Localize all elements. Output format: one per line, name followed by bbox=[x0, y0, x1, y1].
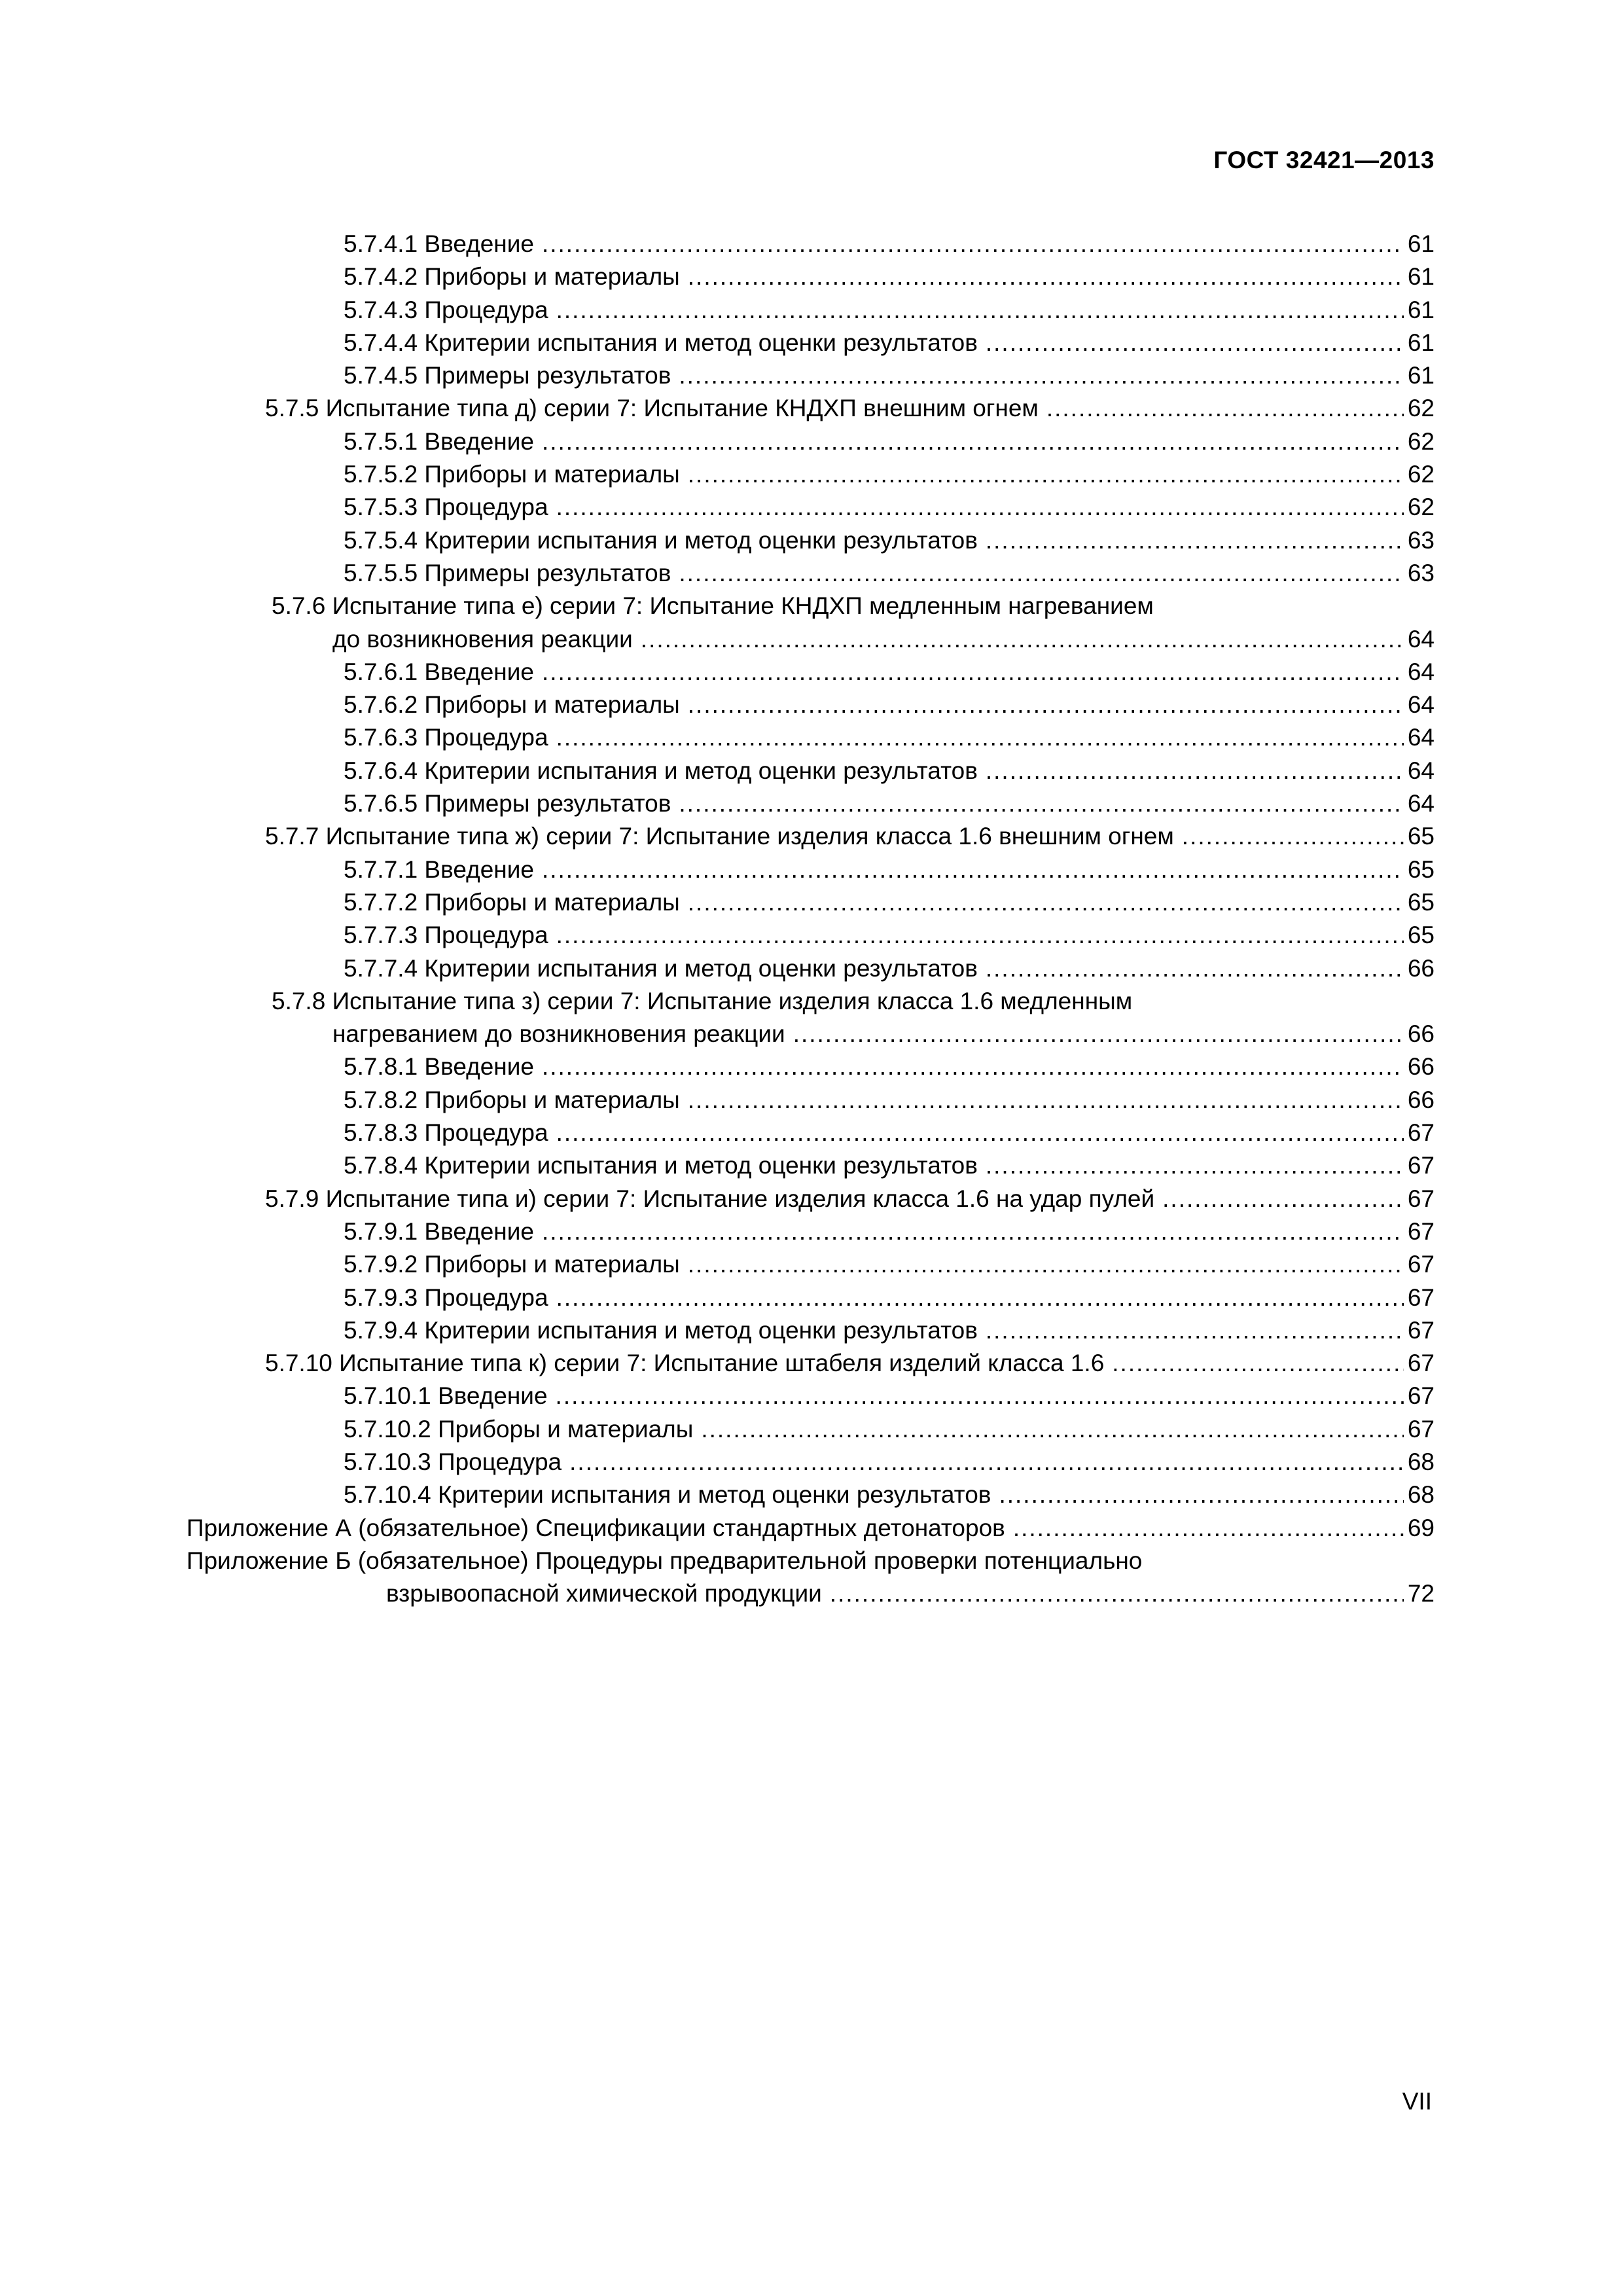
toc-entry[interactable] bbox=[0, 755, 1623, 787]
toc-entry[interactable] bbox=[0, 392, 1623, 425]
dot-leader bbox=[679, 787, 1403, 820]
toc-entry-title: 5.7.8.1 Введение bbox=[344, 1053, 534, 1081]
toc-entry[interactable] bbox=[0, 787, 1623, 820]
toc-entry-title: 5.7.7.3 Процедура bbox=[344, 922, 548, 949]
toc-entry-page: 66 bbox=[1407, 1086, 1435, 1113]
toc-entry[interactable] bbox=[0, 491, 1623, 524]
toc-entry[interactable] bbox=[0, 425, 1623, 458]
toc-entry-title: 5.7.10.4 Критерии испытания и метод оценки результатов bbox=[344, 1481, 991, 1509]
toc-entry-title: 5.7.4.1 Введение bbox=[344, 230, 534, 257]
dot-leader bbox=[793, 1018, 1404, 1050]
toc-entry-title: 5.7.7.1 Введение bbox=[344, 855, 534, 883]
toc-entry-page: 67 bbox=[1407, 1415, 1435, 1443]
document-code: ГОСТ 32421—2013 bbox=[1213, 147, 1435, 173]
dot-leader bbox=[556, 294, 1404, 327]
toc-entry-page: 67 bbox=[1407, 1283, 1435, 1311]
toc-entry-title: 5.7.6.3 Процедура bbox=[344, 724, 548, 751]
toc-entry[interactable] bbox=[0, 1380, 1623, 1412]
toc-entry[interactable] bbox=[0, 260, 1623, 293]
toc-entry[interactable] bbox=[0, 359, 1623, 392]
dot-leader bbox=[542, 228, 1404, 260]
toc-entry-continuation: взрывоопасной химической продукции bbox=[386, 1580, 822, 1607]
toc-entry-page: 67 bbox=[1407, 1350, 1435, 1377]
toc-entry-page: 64 bbox=[1407, 658, 1435, 685]
toc-entry[interactable] bbox=[0, 919, 1623, 952]
toc-entry-title: 5.7.10.2 Приборы и материалы bbox=[344, 1415, 694, 1443]
toc-entry-title: 5.7.7.2 Приборы и материалы bbox=[344, 888, 680, 916]
toc-entry-title: 5.7.5.5 Примеры результатов bbox=[344, 559, 671, 586]
toc-entry-page: 61 bbox=[1407, 329, 1435, 356]
toc-entry-page: 66 bbox=[1407, 1020, 1435, 1048]
toc-entry-title: 5.7.8 Испытание типа з) серии 7: Испытание изделия класса 1.6 медленным bbox=[272, 987, 1133, 1014]
toc-entry-page: 67 bbox=[1407, 1382, 1435, 1410]
toc-entry-title: 5.7.6.5 Примеры результатов bbox=[344, 790, 671, 817]
toc-entry-title: 5.7.10.3 Процедура bbox=[344, 1448, 562, 1475]
dot-leader bbox=[701, 1413, 1404, 1446]
toc-entry-page: 67 bbox=[1407, 1152, 1435, 1179]
toc-entry[interactable] bbox=[0, 557, 1623, 590]
toc-entry[interactable] bbox=[0, 1050, 1623, 1083]
dot-leader bbox=[542, 1050, 1404, 1083]
dot-leader bbox=[999, 1479, 1403, 1511]
toc-entry-title: 5.7.10 Испытание типа к) серии 7: Испытание штабеля изделий класса 1.6 bbox=[265, 1350, 1105, 1377]
toc-entry[interactable] bbox=[0, 1545, 1623, 1611]
dot-leader bbox=[569, 1446, 1404, 1479]
toc-entry[interactable] bbox=[0, 590, 1623, 656]
toc-entry-title: 5.7.9 Испытание типа и) серии 7: Испытание изделия класса 1.6 на удар пулей bbox=[265, 1185, 1155, 1212]
toc-entry-title: 5.7.4.4 Критерии испытания и метод оценки результатов bbox=[344, 329, 978, 356]
dot-leader bbox=[556, 1282, 1404, 1314]
toc-entry-page: 63 bbox=[1407, 559, 1435, 586]
toc-entry-page: 61 bbox=[1407, 230, 1435, 257]
dot-leader bbox=[986, 755, 1404, 787]
toc-entry-title: 5.7.6.1 Введение bbox=[344, 658, 534, 685]
toc-entry[interactable] bbox=[0, 1413, 1623, 1446]
dot-leader bbox=[986, 952, 1404, 985]
dot-leader bbox=[542, 425, 1404, 458]
toc-entry-title: 5.7.9.2 Приборы и материалы bbox=[344, 1251, 680, 1278]
toc-entry-title: 5.7.9.3 Процедура bbox=[344, 1283, 548, 1311]
toc-entry-title: 5.7.5.2 Приборы и материалы bbox=[344, 461, 680, 488]
toc-entry-page: 67 bbox=[1407, 1217, 1435, 1245]
toc-entry[interactable] bbox=[0, 1282, 1623, 1314]
toc-entry-page: 67 bbox=[1407, 1185, 1435, 1212]
toc-entry-page: 68 bbox=[1407, 1448, 1435, 1475]
toc-entry-title: 5.7.5.3 Процедура bbox=[344, 493, 548, 521]
toc-entry[interactable] bbox=[0, 327, 1623, 359]
toc-entry[interactable] bbox=[0, 820, 1623, 853]
dot-leader bbox=[679, 359, 1403, 392]
dot-leader bbox=[986, 524, 1404, 557]
toc-entry-continuation: до возникновения реакции bbox=[332, 625, 633, 653]
toc-entry[interactable] bbox=[0, 721, 1623, 754]
toc-entry-page: 64 bbox=[1407, 757, 1435, 784]
toc-entry[interactable] bbox=[0, 1347, 1623, 1380]
toc-entry-title: 5.7.9.4 Критерии испытания и метод оценки результатов bbox=[344, 1316, 978, 1344]
dot-leader bbox=[556, 721, 1404, 754]
dot-leader bbox=[688, 1084, 1404, 1117]
toc-entry-title: 5.7.8.2 Приборы и материалы bbox=[344, 1086, 680, 1113]
toc-entry-page: 66 bbox=[1407, 954, 1435, 982]
toc-entry-title: Приложение А (обязательное) Спецификации стандартных детонаторов bbox=[187, 1514, 1005, 1541]
toc-entry[interactable] bbox=[0, 689, 1623, 721]
toc-entry[interactable] bbox=[0, 524, 1623, 557]
toc-entry-title: 5.7.8.4 Критерии испытания и метод оценки результатов bbox=[344, 1152, 978, 1179]
toc-entry-page: 61 bbox=[1407, 263, 1435, 291]
toc-entry[interactable] bbox=[0, 1479, 1623, 1511]
toc-entry-title: 5.7.4.5 Примеры результатов bbox=[344, 362, 671, 389]
toc-entry-title: 5.7.6.2 Приборы и материалы bbox=[344, 691, 680, 719]
toc-entry[interactable] bbox=[0, 1248, 1623, 1281]
toc-entry-page: 72 bbox=[1407, 1580, 1435, 1607]
toc-entry[interactable] bbox=[0, 1117, 1623, 1149]
dot-leader bbox=[688, 260, 1404, 293]
toc-entry-page: 62 bbox=[1407, 461, 1435, 488]
toc-entry-page: 61 bbox=[1407, 296, 1435, 323]
dot-leader bbox=[556, 491, 1404, 524]
toc-entry-page: 66 bbox=[1407, 1053, 1435, 1081]
toc-entry-page: 62 bbox=[1407, 493, 1435, 521]
toc-entry-page: 64 bbox=[1407, 790, 1435, 817]
dot-leader bbox=[542, 853, 1404, 886]
dot-leader bbox=[1046, 392, 1404, 425]
toc-entry-page: 65 bbox=[1407, 855, 1435, 883]
toc-entry-title: 5.7.10.1 Введение bbox=[344, 1382, 548, 1410]
page-number: VII bbox=[1402, 2088, 1432, 2115]
toc-entry-page: 67 bbox=[1407, 1316, 1435, 1344]
dot-leader bbox=[1162, 1183, 1404, 1215]
toc-entry-page: 65 bbox=[1407, 888, 1435, 916]
toc-entry-title: 5.7.4.2 Приборы и материалы bbox=[344, 263, 680, 291]
toc-entry-title: Приложение Б (обязательное) Процедуры предварительной проверки потенциально bbox=[187, 1547, 1143, 1574]
table-of-contents bbox=[0, 228, 1623, 1610]
toc-entry[interactable] bbox=[0, 886, 1623, 919]
dot-leader bbox=[688, 886, 1404, 919]
toc-entry[interactable] bbox=[0, 985, 1623, 1051]
toc-entry-page: 68 bbox=[1407, 1481, 1435, 1509]
dot-leader bbox=[1013, 1512, 1404, 1545]
toc-entry[interactable] bbox=[0, 1084, 1623, 1117]
dot-leader bbox=[556, 1117, 1404, 1149]
toc-entry[interactable] bbox=[0, 1149, 1623, 1182]
toc-entry-title: 5.7.5.1 Введение bbox=[344, 427, 534, 455]
dot-leader bbox=[679, 557, 1403, 590]
dot-leader bbox=[688, 1248, 1404, 1281]
toc-entry-title: 5.7.9.1 Введение bbox=[344, 1217, 534, 1245]
toc-entry[interactable] bbox=[0, 1512, 1623, 1545]
toc-entry-page: 62 bbox=[1407, 395, 1435, 422]
toc-entry-page: 67 bbox=[1407, 1251, 1435, 1278]
dot-leader bbox=[1112, 1347, 1404, 1380]
toc-entry-page: 63 bbox=[1407, 526, 1435, 554]
dot-leader bbox=[688, 689, 1404, 721]
toc-entry[interactable] bbox=[0, 294, 1623, 327]
dot-leader bbox=[556, 1380, 1404, 1412]
toc-entry-title: 5.7.7.4 Критерии испытания и метод оценки результатов bbox=[344, 954, 978, 982]
toc-entry-title: 5.7.6.4 Критерии испытания и метод оценки результатов bbox=[344, 757, 978, 784]
toc-entry[interactable] bbox=[0, 656, 1623, 689]
dot-leader bbox=[986, 1149, 1404, 1182]
toc-entry[interactable] bbox=[0, 1446, 1623, 1479]
dot-leader bbox=[986, 327, 1404, 359]
toc-entry[interactable] bbox=[0, 1314, 1623, 1347]
toc-entry[interactable] bbox=[0, 853, 1623, 886]
dot-leader bbox=[641, 623, 1404, 656]
toc-entry-page: 62 bbox=[1407, 427, 1435, 455]
toc-entry[interactable] bbox=[0, 458, 1623, 491]
toc-entry[interactable] bbox=[0, 1183, 1623, 1215]
toc-entry-title: 5.7.8.3 Процедура bbox=[344, 1119, 548, 1147]
toc-entry-continuation: нагреванием до возникновения реакции bbox=[332, 1020, 785, 1048]
dot-leader bbox=[830, 1577, 1404, 1610]
dot-leader bbox=[688, 458, 1404, 491]
toc-entry-page: 64 bbox=[1407, 724, 1435, 751]
dot-leader bbox=[542, 656, 1404, 689]
toc-entry-title: 5.7.7 Испытание типа ж) серии 7: Испытание изделия класса 1.6 внешним огнем bbox=[265, 823, 1174, 850]
toc-entry[interactable] bbox=[0, 228, 1623, 260]
dot-leader bbox=[542, 1215, 1404, 1248]
toc-entry-title: 5.7.5.4 Критерии испытания и метод оценки результатов bbox=[344, 526, 978, 554]
toc-entry-page: 64 bbox=[1407, 691, 1435, 719]
toc-entry[interactable] bbox=[0, 952, 1623, 985]
toc-entry-title: 5.7.4.3 Процедура bbox=[344, 296, 548, 323]
toc-entry-page: 61 bbox=[1407, 362, 1435, 389]
toc-entry-page: 65 bbox=[1407, 823, 1435, 850]
dot-leader bbox=[1182, 820, 1404, 853]
toc-entry-title: 5.7.5 Испытание типа д) серии 7: Испытание КНДХП внешним огнем bbox=[265, 395, 1039, 422]
dot-leader bbox=[556, 919, 1404, 952]
toc-entry[interactable] bbox=[0, 1215, 1623, 1248]
toc-entry-title: 5.7.6 Испытание типа е) серии 7: Испытание КНДХП медленным нагреванием bbox=[272, 592, 1154, 620]
toc-entry-page: 69 bbox=[1407, 1514, 1435, 1541]
toc-entry-page: 65 bbox=[1407, 922, 1435, 949]
dot-leader bbox=[986, 1314, 1404, 1347]
toc-entry-page: 67 bbox=[1407, 1119, 1435, 1147]
toc-entry-page: 64 bbox=[1407, 625, 1435, 653]
